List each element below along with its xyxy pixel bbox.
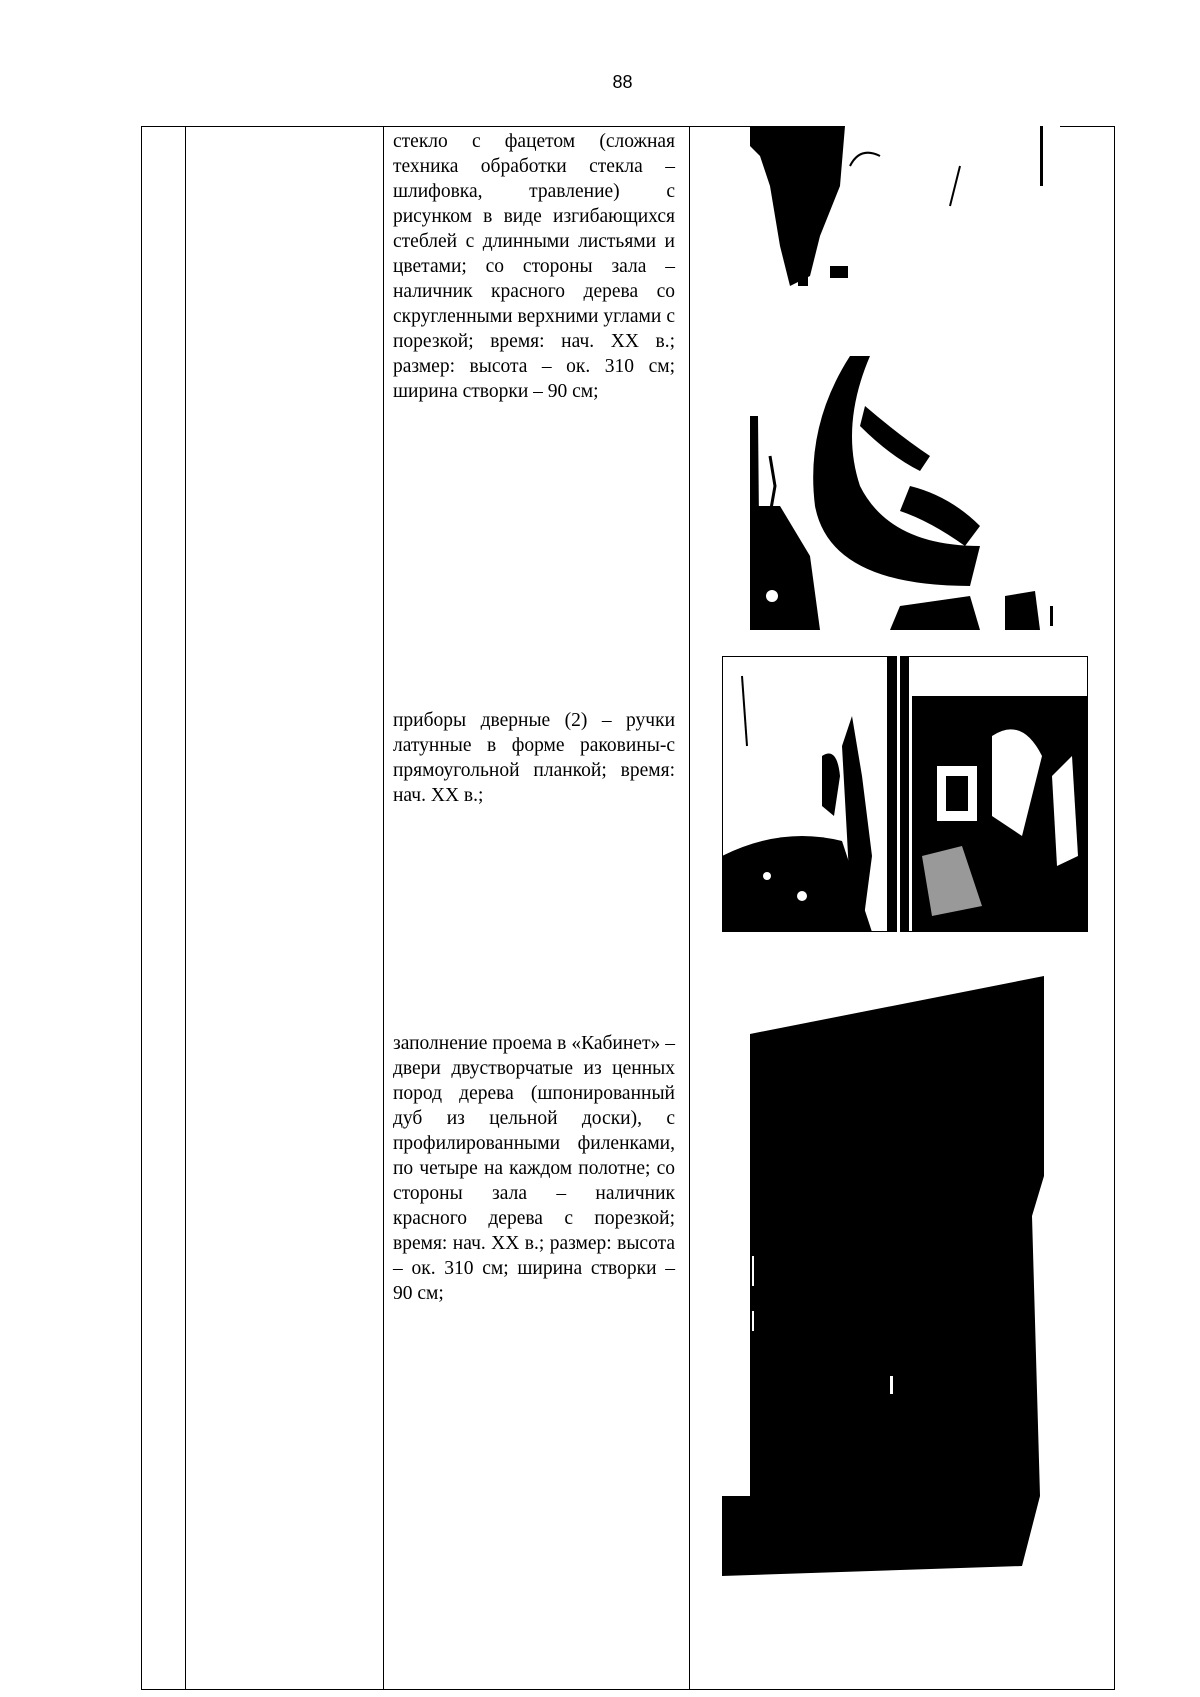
door-handles-photo [722,656,1088,932]
entry-description-cabinet-door: заполнение проема в «Кабинет» –двери двустворчатые из ценных пород дерева (шпонированный дуб из цельной доски), с профилированными филенками, по четыре на каждом полотне; со стороны зала – наличник красного дерева с порезкой; время: нач. XX в.; размер: высота – ок. 310 см; ширина створки – 90 см; [393,1033,675,1304]
door-glass-photo [750,126,1060,630]
table-column-divider-1 [185,126,186,1690]
table-column-divider-3 [689,126,690,1690]
entry-description-handles: приборы дверные (2) – ручки латунные в форме раковины-с прямоугольной планкой; время: нач. XX в.; [393,710,675,806]
entry-description-glass: стекло с фацетом (сложная техника обработки стекла – шлифовка, травление) с рисунком в виде изгибающихся стеблей с длинными листьями и цветами; со стороны зала – наличник красного дерева со скругленными верхними углами с порезкой; время: нач. XX в.; размер: высота – ок. 310 см; ширина створки – 90 см; [393,131,675,402]
cabinet-door-photo [722,976,1047,1576]
page-number: 88 [612,72,633,92]
table-column-divider-2 [383,126,384,1690]
